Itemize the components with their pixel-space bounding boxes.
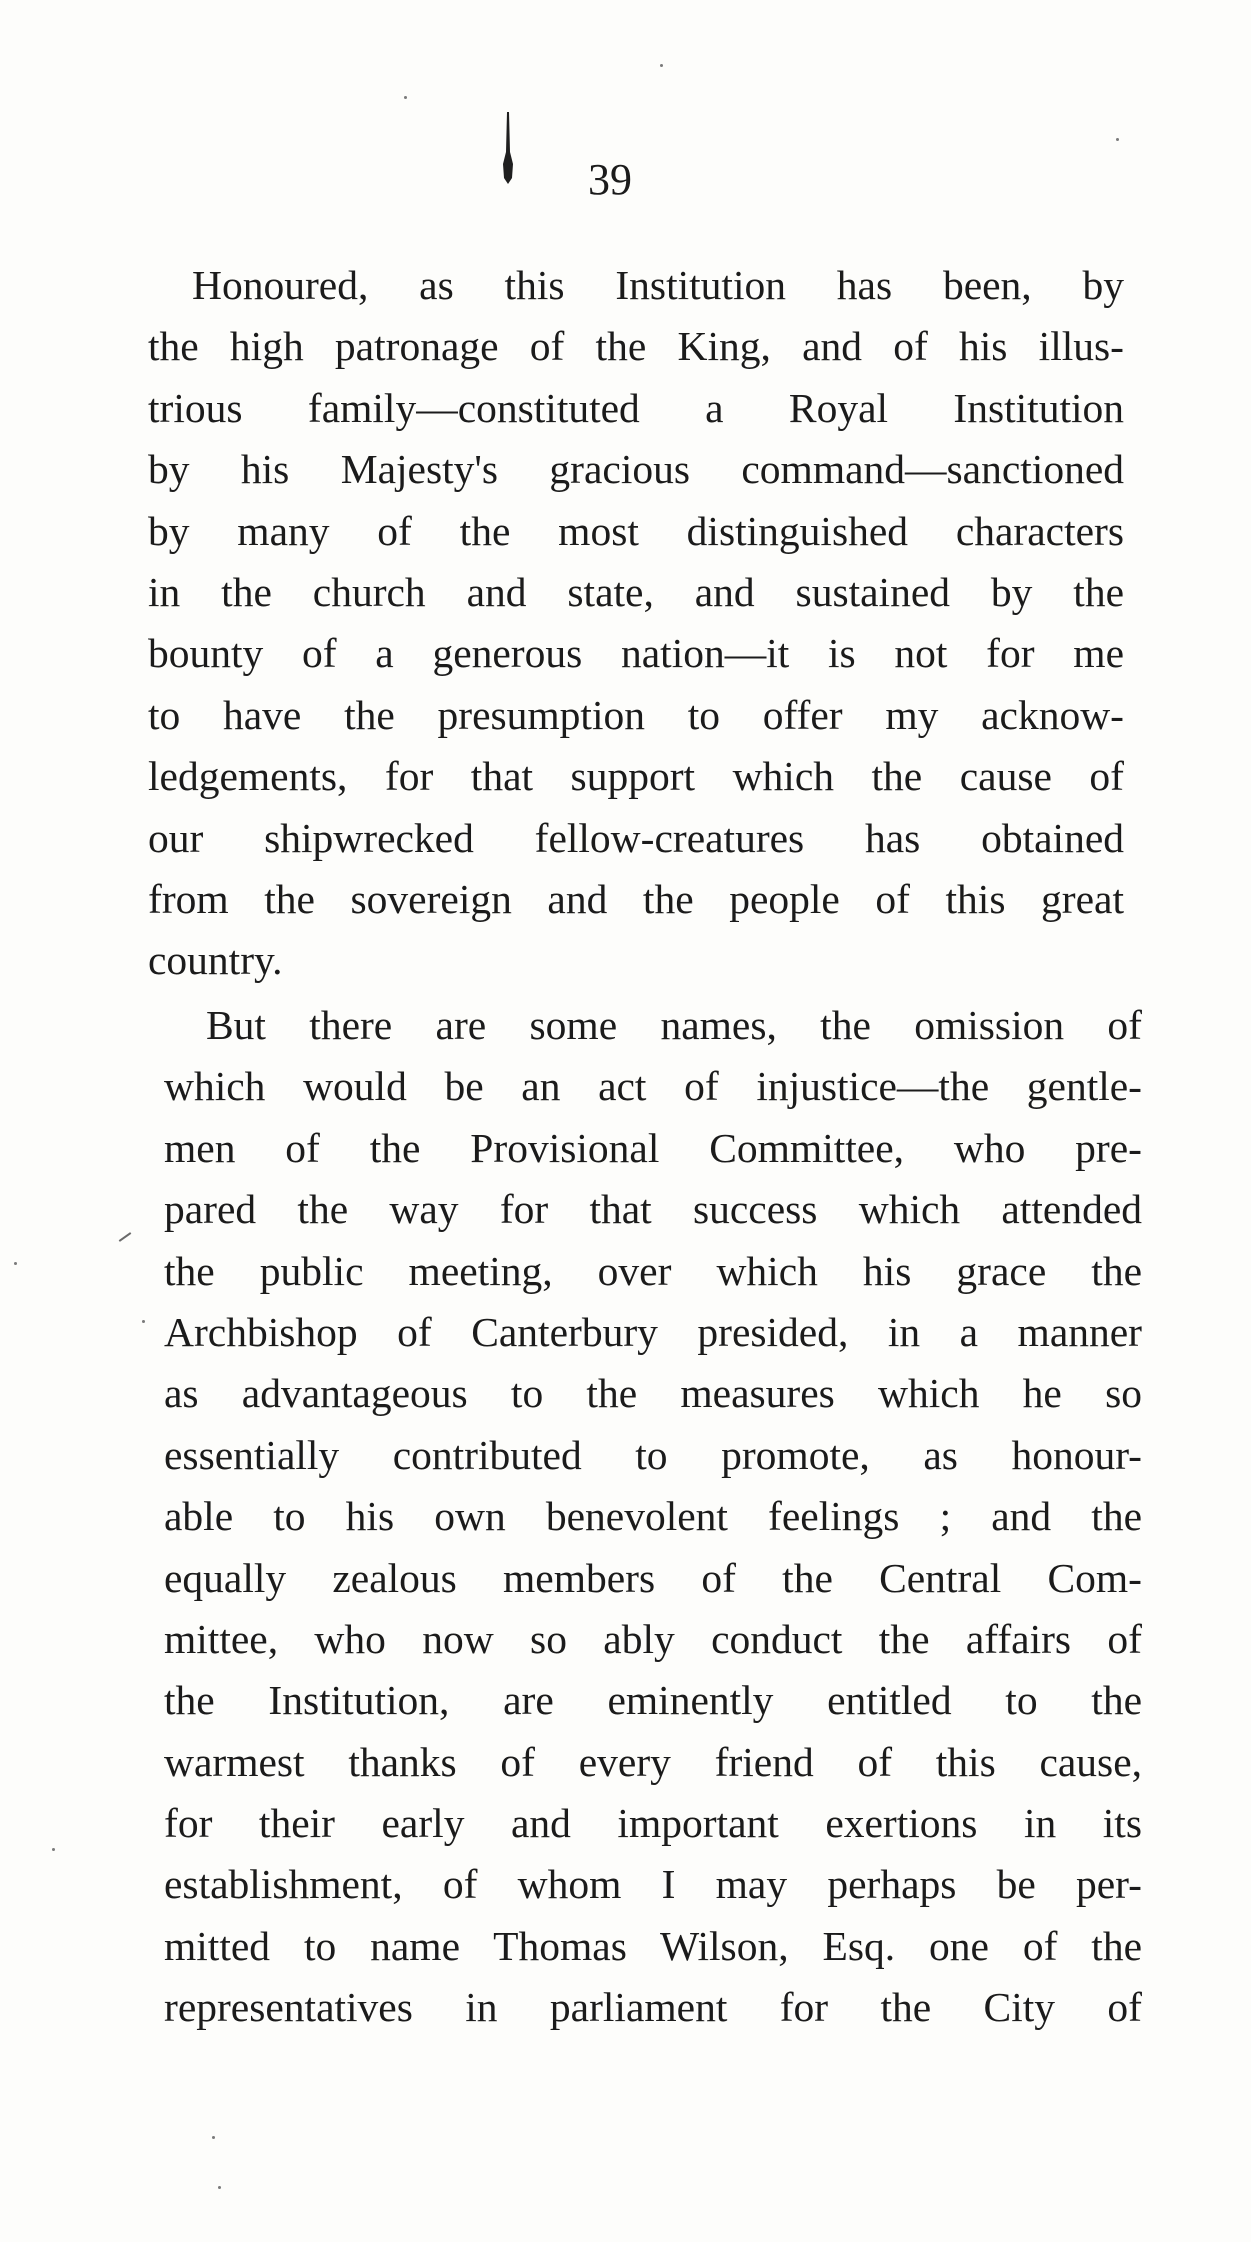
text-line: by his Majesty's gracious command—sanctioned xyxy=(148,446,1124,493)
text-line: country. xyxy=(148,937,283,984)
text-line: men of the Provisional Committee, who pre- xyxy=(164,1124,1142,1171)
text-line: pared the way for that success which attended xyxy=(164,1186,1142,1233)
text-line: for their early and important exertions in its xyxy=(164,1800,1142,1847)
page-number: 39 xyxy=(588,155,632,204)
speck xyxy=(212,2136,215,2139)
text-line: by many of the most distinguished characters xyxy=(148,507,1124,554)
paragraph-1 xyxy=(148,255,1124,992)
text-line: from the sovereign and the people of this great xyxy=(148,875,1124,922)
text-line: Archbishop of Canterbury presided, in a manner xyxy=(164,1308,1142,1355)
margin-mark xyxy=(119,1232,132,1242)
speck xyxy=(52,1848,55,1851)
paragraph-2 xyxy=(164,995,1142,2039)
text-line: essentially contributed to promote, as honour- xyxy=(164,1431,1142,1478)
text-line: in the church and state, and sustained by the xyxy=(148,568,1124,615)
page-marker-icon xyxy=(500,112,516,192)
text-line: bounty of a generous nation—it is not for me xyxy=(148,630,1124,677)
text-line: our shipwrecked fellow-creatures has obtained xyxy=(148,814,1124,861)
text-line: able to his own benevolent feelings ; and the xyxy=(164,1493,1142,1540)
speck xyxy=(142,1320,145,1323)
text-line: warmest thanks of every friend of this cause, xyxy=(164,1738,1142,1785)
text-line: trious family—constituted a Royal Institution xyxy=(148,384,1124,431)
text-line: the public meeting, over which his grace the xyxy=(164,1247,1142,1294)
text-line: to have the presumption to offer my acknow- xyxy=(148,691,1124,738)
text-line: ledgements, for that support which the cause of xyxy=(148,753,1124,800)
text-line: establishment, of whom I may perhaps be per- xyxy=(164,1861,1142,1908)
text-line: But there are some names, the omission of xyxy=(206,1002,1142,1048)
text-line: mittee, who now so ably conduct the affairs of xyxy=(164,1615,1142,1662)
text-line: representatives in parliament for the City of xyxy=(164,1984,1142,2031)
speck xyxy=(404,96,407,99)
text-line: equally zealous members of the Central Com- xyxy=(164,1554,1142,1601)
text-line: the high patronage of the King, and of his illus- xyxy=(148,323,1124,370)
speck xyxy=(14,1262,17,1265)
text-line: as advantageous to the measures which he so xyxy=(164,1370,1142,1417)
speck xyxy=(1116,138,1119,141)
text-line: Honoured, as this Institution has been, by xyxy=(192,262,1124,308)
text-line: the Institution, are eminently entitled to the xyxy=(164,1677,1142,1724)
text-line: which would be an act of injustice—the gentle- xyxy=(164,1063,1142,1110)
speck xyxy=(218,2186,221,2189)
speck xyxy=(660,64,663,67)
text-line: mitted to name Thomas Wilson, Esq. one of the xyxy=(164,1922,1142,1969)
